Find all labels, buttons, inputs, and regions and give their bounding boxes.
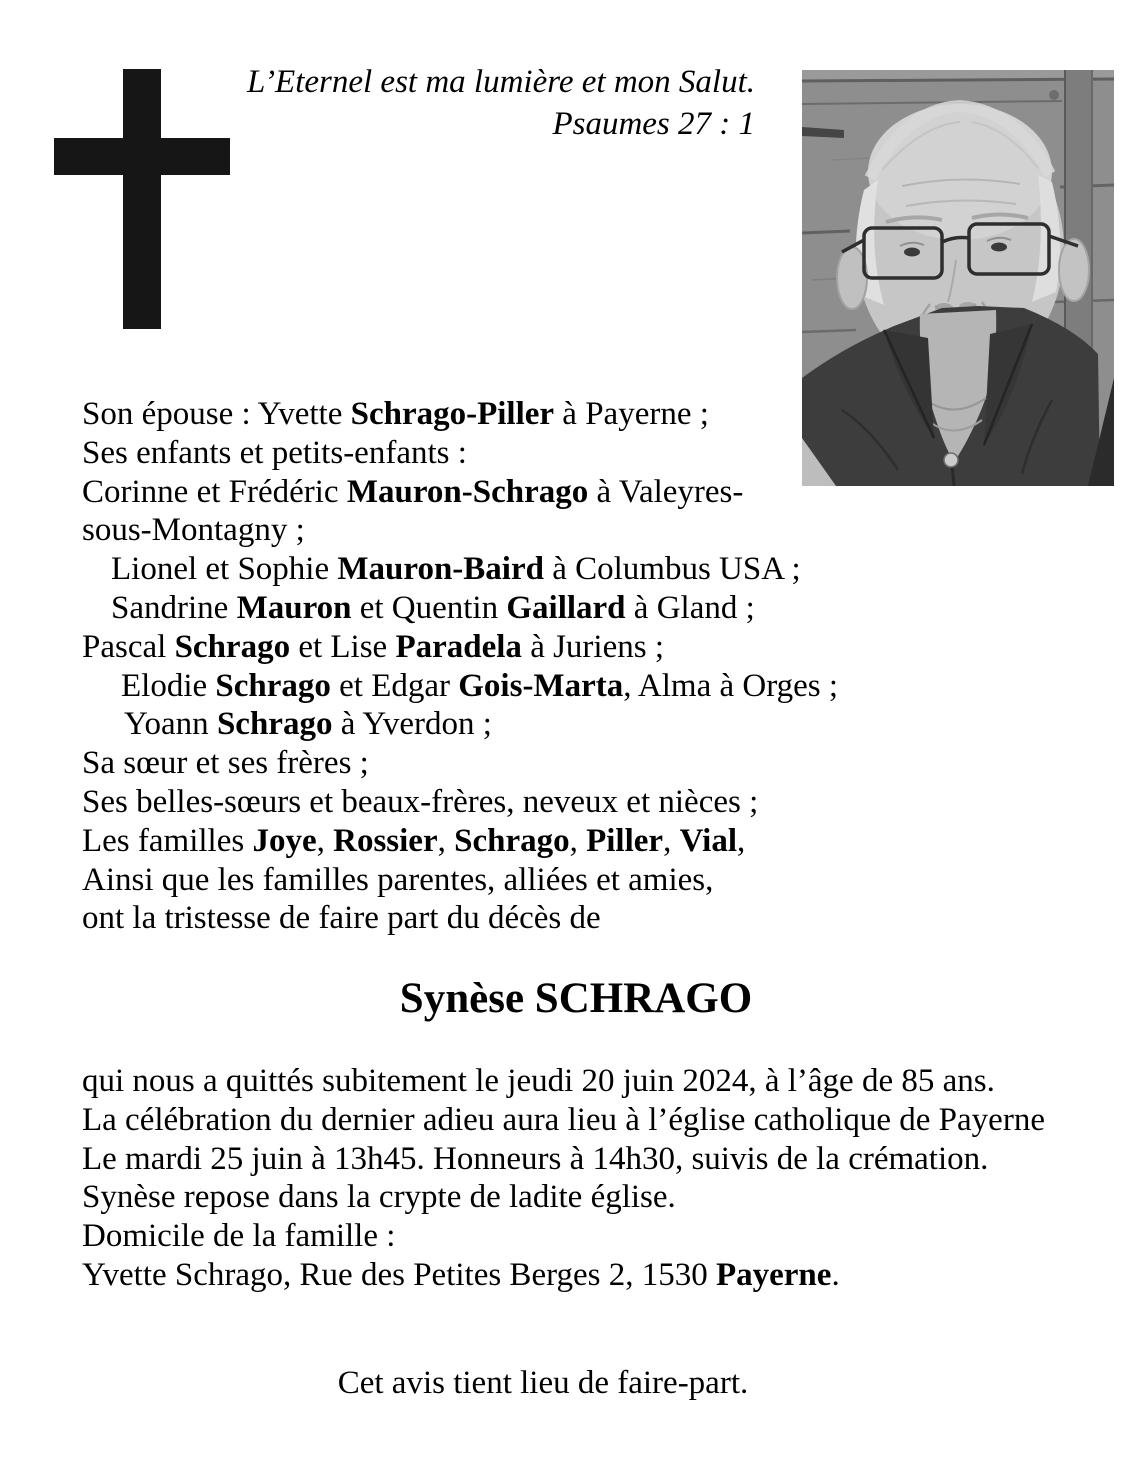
- text-line: Les familles Joye, Rossier, Schrago, Piller, Vial,: [82, 822, 746, 859]
- text-line: Ses enfants et petits-enfants :: [82, 434, 467, 471]
- portrait-photo: [802, 70, 1114, 486]
- epigraph-verse: L’Eternel est ma lumière et mon Salut.: [246, 64, 755, 100]
- text-line: Pascal Schrago et Lise Paradela à Juriens ;: [82, 628, 664, 665]
- text-line: ont la tristesse de faire part du décès de: [82, 900, 601, 937]
- deceased-name: Synèse SCHRAGO: [399, 975, 753, 1022]
- announcement-lines: [82, 1062, 1045, 1295]
- text-line: Sandrine Mauron et Quentin Gaillard à Gland ;: [111, 589, 755, 626]
- text-line: La célébration du dernier adieu aura lieu à l’église catholique de Payerne: [82, 1101, 1045, 1138]
- family-lines: [82, 395, 838, 938]
- footer-note: Cet avis tient lieu de faire-part.: [337, 1365, 749, 1401]
- text-line: Lionel et Sophie Mauron-Baird à Columbus USA ;: [111, 551, 801, 588]
- text-line: Sa sœur et ses frères ;: [82, 745, 369, 782]
- text-line: qui nous a quittés subitement le jeudi 20 juin 2024, à l’âge de 85 ans.: [82, 1063, 995, 1099]
- epigraph-reference: Psaumes 27 : 1: [552, 106, 755, 142]
- text-line: Son épouse : Yvette Schrago-Piller à Payerne ;: [82, 396, 709, 432]
- text-line: sous-Montagny ;: [82, 512, 305, 549]
- latin-cross-icon: [54, 69, 230, 329]
- text-line: Domicile de la famille :: [82, 1218, 396, 1255]
- epigraph: [247, 61, 755, 145]
- text-line: Yoann Schrago à Yverdon ;: [124, 706, 492, 743]
- text-line: Yvette Schrago, Rue des Petites Berges 2, 1530 Payerne.: [82, 1256, 840, 1293]
- text-line: Ainsi que les familles parentes, alliées et amies,: [82, 861, 714, 898]
- text-line: Synèse repose dans la crypte de ladite église.: [82, 1179, 676, 1216]
- text-line: Ses belles-sœurs et beaux-frères, neveux et nièces ;: [82, 783, 759, 820]
- text-line: Le mardi 25 juin à 13h45. Honneurs à 14h30, suivis de la crémation.: [82, 1140, 989, 1177]
- text-line: Corinne et Frédéric Mauron-Schrago à Valeyres-: [82, 473, 744, 510]
- text-line: Elodie Schrago et Edgar Gois-Marta, Alma à Orges ;: [121, 667, 838, 704]
